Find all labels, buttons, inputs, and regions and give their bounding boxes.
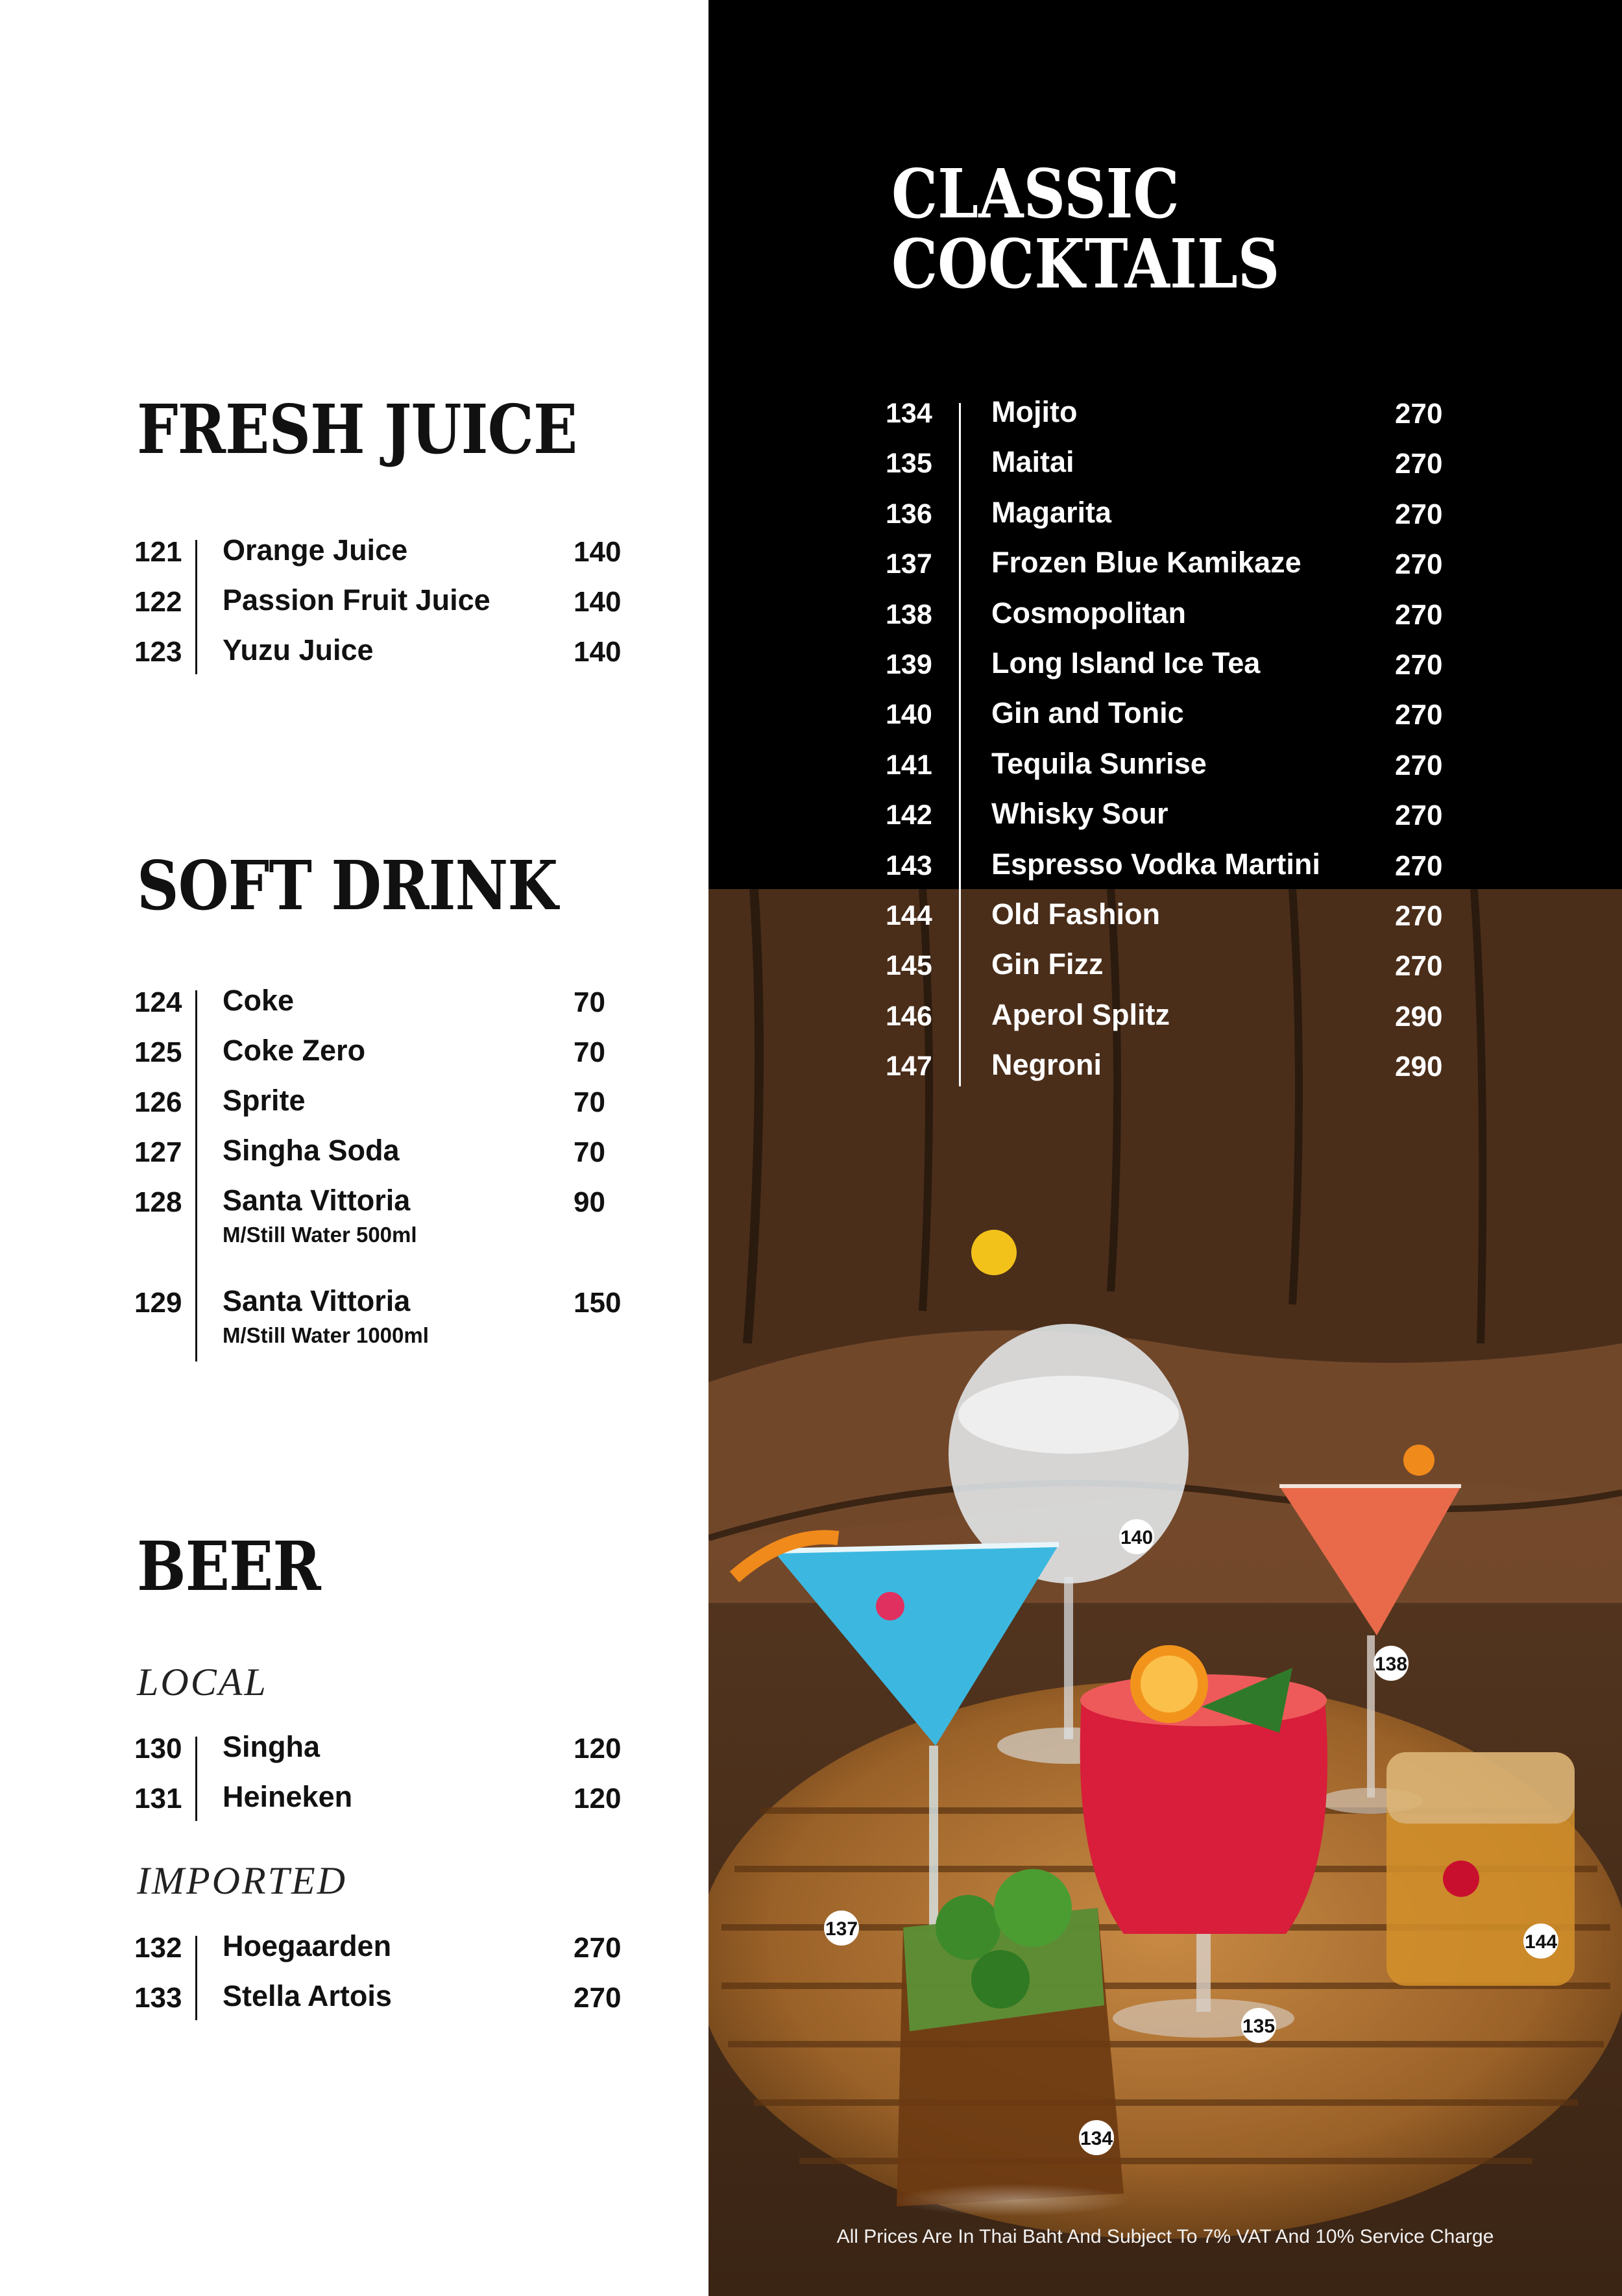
item-price: 70 [574,1136,605,1168]
item-name: Hoegaarden [223,1929,392,1962]
list-item [886,1045,1483,1095]
item-number: 127 [134,1136,182,1168]
item-name: Coke Zero [223,1034,366,1067]
list-item [134,1031,627,1081]
item-price: 270 [1395,398,1443,430]
list-item [886,493,1483,543]
heading-line: CLASSIC [891,154,1180,234]
item-price: 270 [1395,950,1443,983]
item-name: Stella Artois [223,1979,392,2012]
list-item [886,744,1483,794]
item-name: Tequila Sunrise [991,746,1207,780]
list-item [886,995,1483,1045]
item-price: 140 [574,586,622,618]
local-beer-subheading: LOCAL [137,1661,268,1704]
photo-tag-138 [1368,1645,1414,1681]
item-price: 290 [1395,1000,1443,1032]
item-name: Sprite [223,1084,306,1117]
item-price: 270 [1395,548,1443,581]
item-price: 270 [1395,598,1443,631]
local-beer-list [134,1728,627,1827]
item-price: 120 [574,1733,622,1765]
item-number: 139 [886,648,932,680]
item-name: Negroni [991,1048,1102,1082]
photo-tag-label: 137 [825,1918,858,1940]
item-number: 130 [134,1733,182,1765]
classic-cocktails-heading [891,154,1280,304]
item-number: 141 [886,749,932,781]
item-number: 136 [886,498,932,530]
list-item [886,845,1483,895]
item-price: 70 [574,1086,605,1118]
list-item [886,895,1483,945]
photo-tag-label: 135 [1242,2016,1276,2037]
item-price: 270 [1395,498,1443,530]
item-price: 270 [1395,699,1443,731]
fresh-juice-heading: FRESH JUICE [137,389,577,469]
item-name: Whisky Sour [991,797,1168,831]
list-item [134,531,627,581]
list-item [134,1181,627,1282]
item-price: 270 [1395,899,1443,932]
item-name: Santa Vittoria [223,1284,411,1317]
photo-tag-140 [1114,1519,1159,1555]
item-price: 270 [1395,800,1443,832]
item-number: 140 [886,699,932,731]
cocktails-photo [708,889,1622,2296]
list-item [886,594,1483,644]
photo-tag-137 [819,1910,864,1946]
item-price: 270 [1395,448,1443,480]
list-item [886,393,1483,443]
item-name: Aperol Splitz [991,997,1170,1031]
item-name: Orange Juice [223,533,408,567]
item-name: Cosmopolitan [991,596,1186,629]
item-name: Singha [223,1730,321,1763]
list-item [886,443,1483,493]
item-number: 128 [134,1186,182,1218]
item-price: 290 [1395,1051,1443,1083]
imported-beer-list [134,1927,627,2027]
item-name: Frozen Blue Kamikaze [991,546,1301,580]
photo-tag-label: 134 [1080,2128,1113,2149]
item-name: Santa Vittoria [223,1184,411,1217]
item-number: 147 [886,1051,932,1082]
item-number: 126 [134,1086,182,1118]
item-number: 144 [886,899,932,931]
item-name: Gin Fizz [991,947,1104,981]
item-name: Coke [223,984,295,1017]
item-name: Yuzu Juice [223,633,374,666]
right-column [708,0,1622,2296]
item-name: Gin and Tonic [991,696,1184,730]
item-number: 135 [886,448,932,480]
cocktail-list [886,393,1483,1095]
list-item [134,1927,627,1977]
item-number: 138 [886,598,932,630]
item-name: Singha Soda [223,1134,400,1167]
item-name: Old Fashion [991,897,1161,931]
item-price: 270 [1395,749,1443,781]
beer-heading: BEER [137,1526,321,1606]
item-price: 270 [1395,648,1443,681]
list-item [886,644,1483,694]
list-item [886,694,1483,744]
item-price: 120 [574,1783,622,1814]
item-number: 125 [134,1036,182,1068]
item-number: 142 [886,800,932,831]
list-item [134,631,627,681]
item-number: 129 [134,1287,182,1319]
item-description: M/Still Water 1000ml [223,1323,429,1347]
list-item [134,1131,627,1181]
list-item [886,543,1483,593]
list-item [134,1977,627,2027]
item-number: 124 [134,986,182,1018]
item-number: 133 [134,1982,182,2014]
item-number: 143 [886,849,932,881]
price-footnote: All Prices Are In Thai Baht And Subject To 7% VAT And 10% Service Charge [836,2226,1494,2247]
item-number: 131 [134,1783,182,1814]
photo-tag-label: 140 [1120,1527,1154,1548]
item-number: 146 [886,1000,932,1032]
item-price: 90 [574,1186,605,1218]
item-price: 140 [574,636,622,668]
list-item [134,1777,627,1827]
list-item [134,1282,627,1382]
list-item [886,945,1483,995]
photo-tag-label: 144 [1524,1931,1558,1953]
item-number: 145 [886,950,932,982]
item-price: 270 [1395,849,1443,882]
imported-beer-subheading: IMPORTED [137,1859,347,1902]
item-name: Long Island Ice Tea [991,646,1261,679]
item-name: Maitai [991,445,1074,479]
heading-line: COCKTAILS [891,224,1280,304]
list-item [886,794,1483,844]
item-number: 134 [886,398,932,429]
item-number: 123 [134,636,182,668]
photo-tag-label: 138 [1374,1654,1408,1675]
item-name: Espresso Vodka Martini [991,847,1320,881]
list-item [134,581,627,631]
item-name: Heineken [223,1780,353,1813]
item-price: 70 [574,986,605,1018]
item-number: 121 [134,536,182,568]
item-number: 122 [134,586,182,618]
photo-tag-134 [1074,2119,1119,2156]
fresh-juice-list [134,531,627,681]
list-item [134,1081,627,1131]
list-item [134,981,627,1031]
item-description: M/Still Water 500ml [223,1223,417,1247]
item-price: 270 [574,1982,622,2014]
item-price: 270 [574,1932,622,1964]
item-price: 140 [574,536,622,568]
soft-drink-heading: SOFT DRINK [137,846,558,925]
list-item [134,1728,627,1777]
item-name: Mojito [991,395,1078,428]
left-column [0,0,708,2296]
item-name: Magarita [991,495,1112,529]
item-price: 150 [574,1287,622,1319]
item-price: 70 [574,1036,605,1068]
item-name: Passion Fruit Juice [223,583,490,617]
photo-tag-135 [1236,2007,1281,2044]
photo-tag-144 [1518,1923,1564,1959]
item-number: 132 [134,1932,182,1964]
item-number: 137 [886,548,932,580]
soft-drink-list [134,981,627,1382]
